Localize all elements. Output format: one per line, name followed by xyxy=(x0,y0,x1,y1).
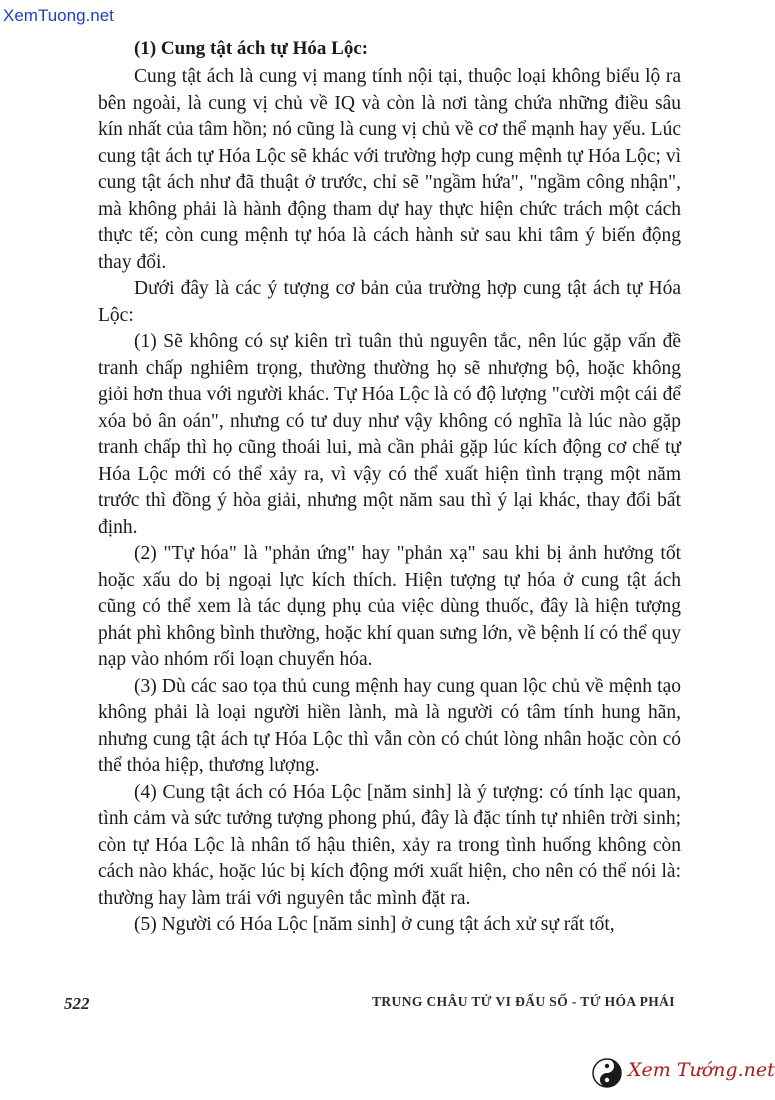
page-number: 522 xyxy=(64,994,90,1013)
site-label[interactable]: XemTuong.net xyxy=(3,6,114,25)
running-title: TRUNG CHÂU TỬ VI ĐẨU SỐ - TỨ HÓA PHÁI xyxy=(372,994,675,1009)
paragraph-point-2: (2) "Tự hóa" là "phản ứng" hay "phản xạ" sau khi bị ảnh hưởng tốt hoặc xấu do bị ngoại lực kích thích. Hiện tượng tự hóa ở cung tật ách cũng có thể xem là tác dụng phụ của việc dùng thuốc, đây là hiện tượng phát phì không bình thường, hoặc khí quan sưng lớn, về bệnh lí có thể quy nạp vào nhóm rối loạn chuyển hóa. xyxy=(98,543,681,670)
paragraph-point-5: (5) Người có Hóa Lộc [năm sinh] ở cung tật ách xử sự rất tốt, xyxy=(134,914,615,935)
paragraph-overview: Dưới đây là các ý tượng cơ bản của trường hợp cung tật ách tự Hóa Lộc: xyxy=(98,278,681,326)
book-page xyxy=(98,36,681,939)
yin-yang-icon xyxy=(592,1058,622,1088)
paragraph-point-1: (1) Sẽ không có sự kiên trì tuân thủ nguyên tắc, nên lúc gặp vấn đề tranh chấp nghiêm trọng, thường thường họ sẽ nhượng bộ, hoặc không giỏi hơn thua với người khác. Tự Hóa Lộc là có độ lượng "cười một cái để xóa bỏ ân oán", nhưng có tư duy như vậy không có nghĩa là lúc nào gặp tranh chấp thì họ cũng thoái lui, mà cần phải gặp lúc kích động cơ chế tự Hóa Lộc mới có thể xảy ra, vì vậy có thể xuất hiện tình trạng một năm trước thì đồng ý hòa giải, nhưng một năm sau thì ý lại khác, thay đổi bất định. xyxy=(98,331,681,538)
section-title: (1) Cung tật ách tự Hóa Lộc: xyxy=(134,38,369,59)
paragraph-intro: Cung tật ách là cung vị mang tính nội tại, thuộc loại không biểu lộ ra bên ngoài, là cung vị chủ về IQ và còn là nơi tàng chứa những điều sâu kín nhất của tâm hồn; nó cũng là cung vị chủ về cơ thể mạnh hay yếu. Lúc cung tật ách tự Hóa Lộc sẽ khác với trường hợp cung mệnh tự Hóa Lộc; vì cung tật ách như đã thuật ở trước, chỉ sẽ "ngầm hứa", "ngầm công nhận", mà không phải là hành động tham dự hay thực hiện chức trách một cách thực tế; còn cung mệnh tự hóa là cách hành sử sau khi tâm ý biến động thay đổi. xyxy=(98,66,681,273)
paragraph-point-4: (4) Cung tật ách có Hóa Lộc [năm sinh] là ý tượng: có tính lạc quan, tình cảm và sức tưởng tượng phong phú, đây là đặc tính tự nhiên trời sinh; còn tự Hóa Lộc là nhân tố hậu thiên, xảy ra trong tình huống không còn cách nào khác, hoặc lúc bị kích động mới xuất hiện, cho nên có thể nói là: thường hay làm trái với nguyên tắc mình đặt ra. xyxy=(98,781,681,909)
logo-text: Xem Tướng.net xyxy=(628,1059,775,1081)
site-logo[interactable] xyxy=(588,1056,775,1090)
paragraph-point-3: (3) Dù các sao tọa thủ cung mệnh hay cung quan lộc chủ về mệnh tạo không phải là loại người hiền lành, mà là người có tâm tính hung hãn, nhưng cung tật ách tự Hóa Lộc thì vẫn còn có chút lòng nhân hoặc còn có thể thỏa hiệp, thương lượng. xyxy=(98,675,681,776)
